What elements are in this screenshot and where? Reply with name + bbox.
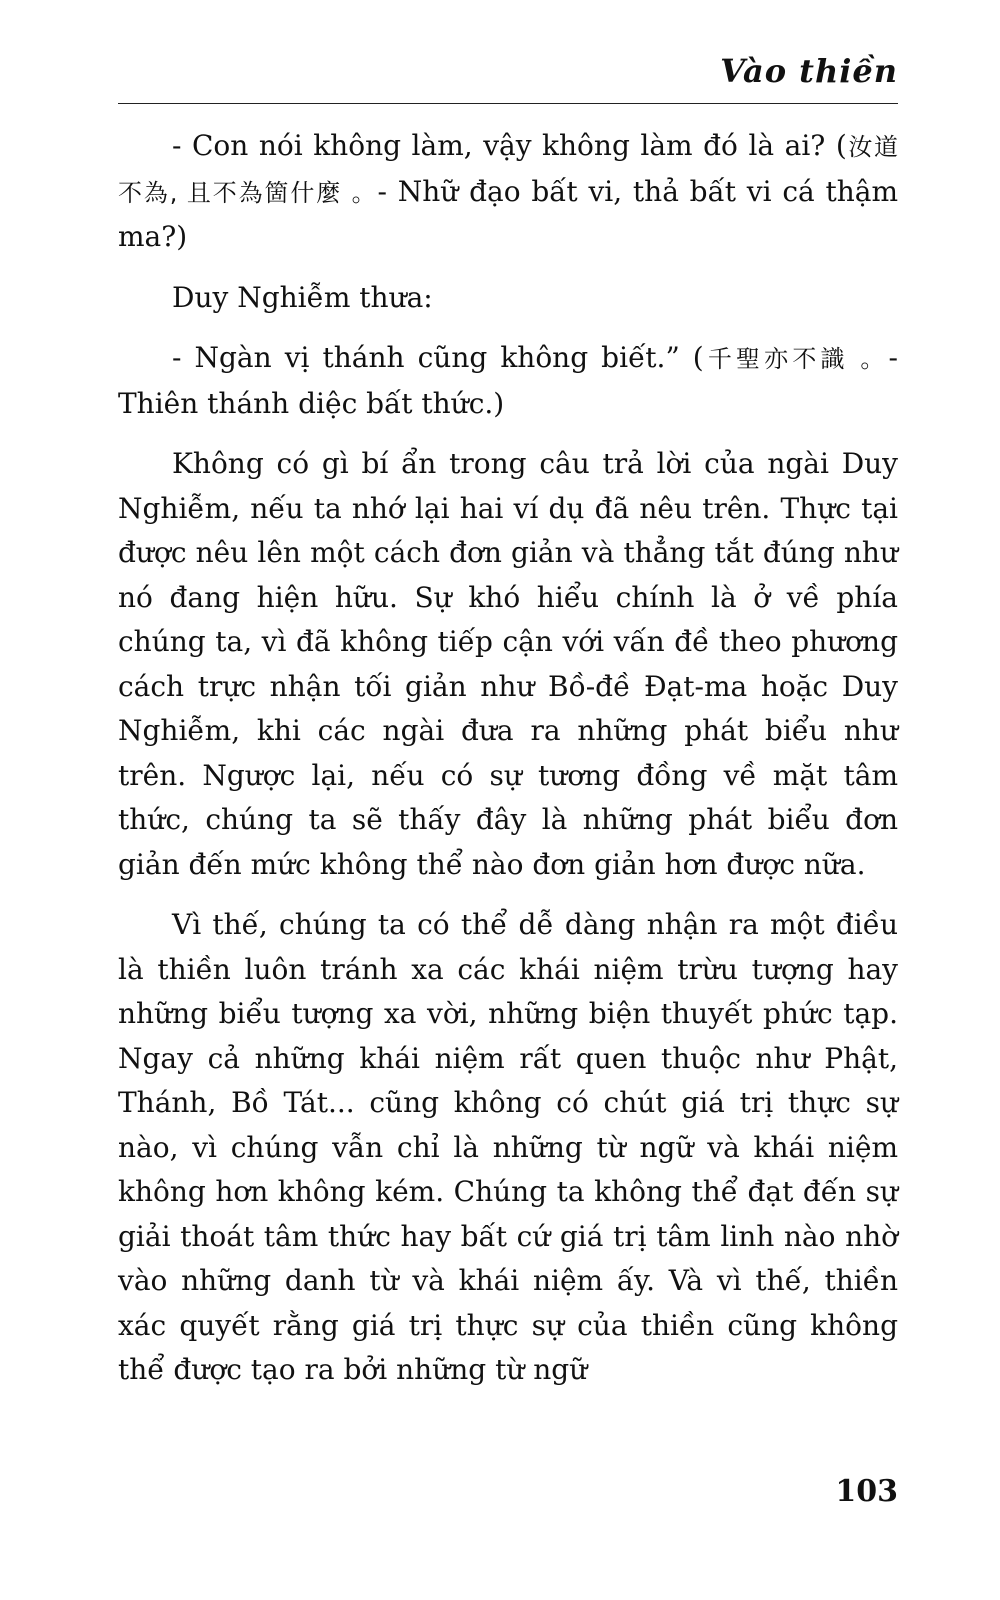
- dialogue-text: - Ngàn vị thánh cũng không biết.” (: [172, 341, 704, 374]
- transliteration-text: - Nhữ đạo bất vi, thả bất vi cá thậm ma?): [118, 174, 898, 253]
- body-paragraph: Không có gì bí ẩn trong câu trả lời của ngài Duy Nghiễm, nếu ta nhớ lại hai ví dụ đã nêu trên. Thực tại được nêu lên một cách đơn giản và thẳng tắt đúng như nó đang hiện hữu. Sự khó hiểu chính là ở về phía chúng ta, vì đã không tiếp cận với vấn đề theo phương cách trực nhận tối giản như Bồ-đề Đạt-ma hoặc Duy Nghiễm, khi các ngài đưa ra những phát biểu như trên. Ngược lại, nếu có sự tương đồng về mặt tâm thức, chúng ta sẽ thấy đây là những phát biểu đơn giản đến mức không thể nào đơn giản hơn được nữa.: [118, 447, 898, 881]
- running-header: [118, 40, 898, 104]
- dialogue-text: - Con nói không làm, vậy không làm đó là ai? (: [172, 129, 847, 162]
- chinese-quote: 汝道不為, 且不為箇什麼 。: [118, 133, 899, 207]
- page-number: 103: [835, 1474, 898, 1509]
- dialogue-paragraph: [118, 336, 898, 426]
- book-title: Vào thiền: [720, 52, 898, 90]
- transliteration-text: - Thiên thánh diệc bất thức.): [118, 341, 898, 420]
- chinese-quote: 千聖亦不識 。: [703, 345, 889, 373]
- body-paragraph: Vì thế, chúng ta có thể dễ dàng nhận ra một điều là thiền luôn tránh xa các khái niệm trừu tượng hay những biểu tượng xa vời, những biện thuyết phức tạp. Ngay cả những khái niệm rất quen thuộc như Phật, Thánh, Bồ Tát... cũng không có chút giá trị thực sự nào, vì chúng vẫn chỉ là những từ ngữ và khái niệm không hơn không kém. Chúng ta không thể đạt đến sự giải thoát tâm thức hay bất cứ giá trị tâm linh nào nhờ vào những danh từ và khái niệm ấy. Và vì thế, thiền xác quyết rằng giá trị thực sự của thiền cũng không thể được tạo ra bởi những từ ngữ: [118, 908, 898, 1386]
- header-divider: [118, 103, 898, 104]
- page-body: [118, 124, 898, 1393]
- dialogue-paragraph: [118, 124, 898, 260]
- narration-paragraph: Duy Nghiễm thưa:: [172, 280, 433, 314]
